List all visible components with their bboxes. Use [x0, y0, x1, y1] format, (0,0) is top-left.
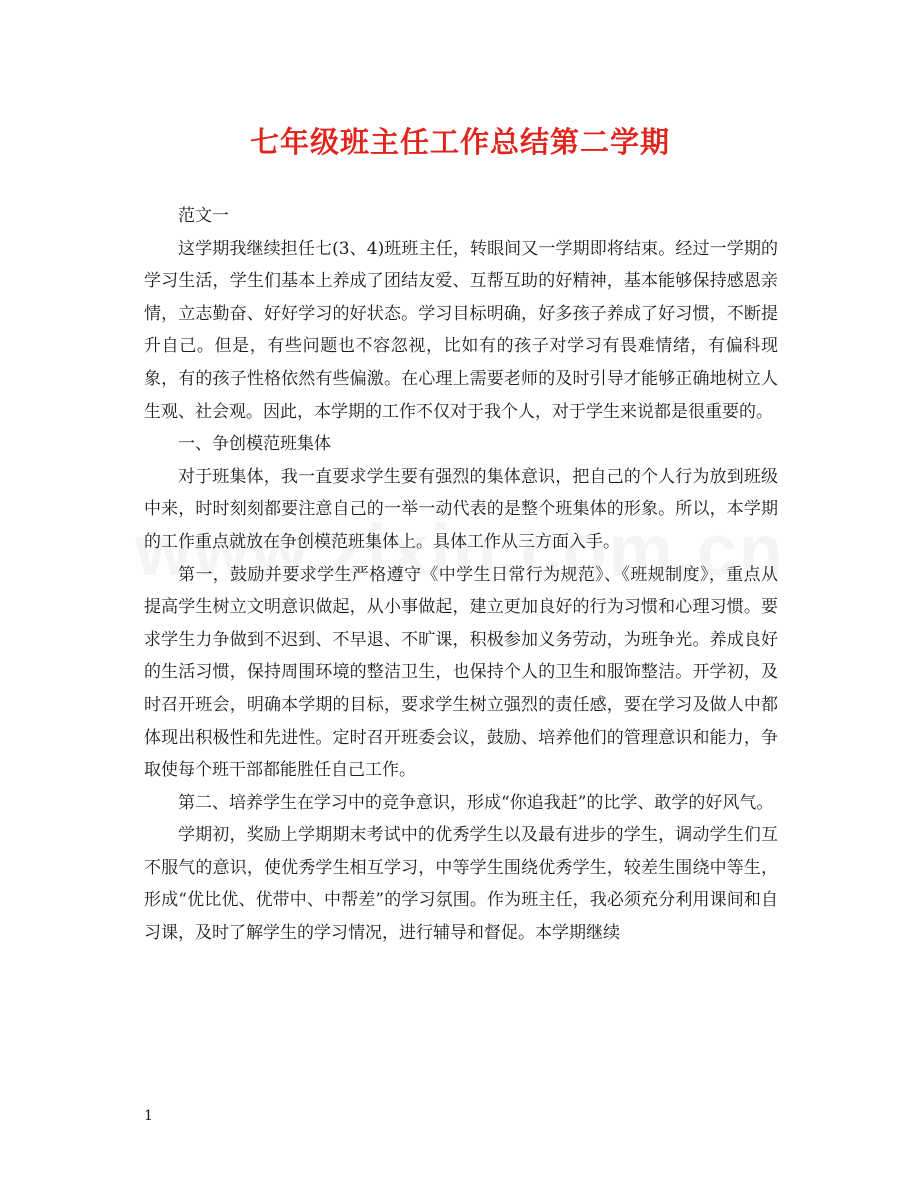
document-title: 七年级班主任工作总结第二学期 — [249, 125, 670, 159]
paragraph: 这学期我继续担任七(3、4)班班主任，转眼间又一学期即将结束。经过一学期的学习生活，学生们基本上养成了团结友爱、互帮互助的好精神，基本能够保持感恩亲情，立志勤奋、好好学习的好状态。学习目标明确，好多孩子养成了好习惯，不断提升自己。但是，有些问题也不容忽视，比如有的孩子对学习有畏难情绪，有偏科现象，有的孩子性格依然有些偏激。在心理上需要老师的及时引导才能够正确地树立人生观、社会观。因此，本学期的工作不仅对于我个人，对于学生来说都是很重要的。 — [144, 238, 778, 422]
section-heading: 一、争创模范班集体 — [178, 434, 331, 455]
paragraph: 对于班集体，我一直要求学生要有强烈的集体意识，把自己的个人行为放到班级中来，时时刻刻都要注意自己的一举一动代表的是整个班集体的形象。所以，本学期的工作重点就放在争创模范班集体上。具体工作从三方面入手。 — [144, 466, 778, 552]
page-number: 1 — [144, 1108, 153, 1124]
paragraph: 范文一 — [178, 206, 229, 226]
document-body — [144, 200, 778, 950]
paragraph: 第二、培养学生在学习中的竞争意识，形成“你追我赶”的比学、敢学的好风气。 — [178, 792, 774, 813]
paragraph: 学期初，奖励上学期期末考试中的优秀学生以及最有进步的学生，调动学生们互不服气的意识，使优秀学生相互学习，中等学生围绕优秀学生，较差生围绕中等生，形成“优比优、优带中、中帮差”的学习氛围。作为班主任，我必须充分利用课间和自习课，及时了解学生的学习情况，进行辅导和督促。本学期继续 — [144, 825, 778, 944]
paragraph: 第一，鼓励并要求学生严格遵守《中学生日常行为规范》、《班规制度》，重点从提高学生树立文明意识做起，从小事做起，建立更加良好的行为习惯和心理习惯。要求学生力争做到不迟到、不早退、不旷课，积极参加义务劳动，为班争光。养成良好的生活习惯，保持周围环境的整洁卫生，也保持个人的卫生和服饰整洁。开学初，及时召开班会，明确本学期的目标，要求学生树立强烈的责任感，要在学习及做人中都体现出积极性和先进性。定时召开班委会议，鼓励、培养他们的管理意识和能力，争取使每个班干部都能胜任自己工作。 — [144, 564, 778, 781]
